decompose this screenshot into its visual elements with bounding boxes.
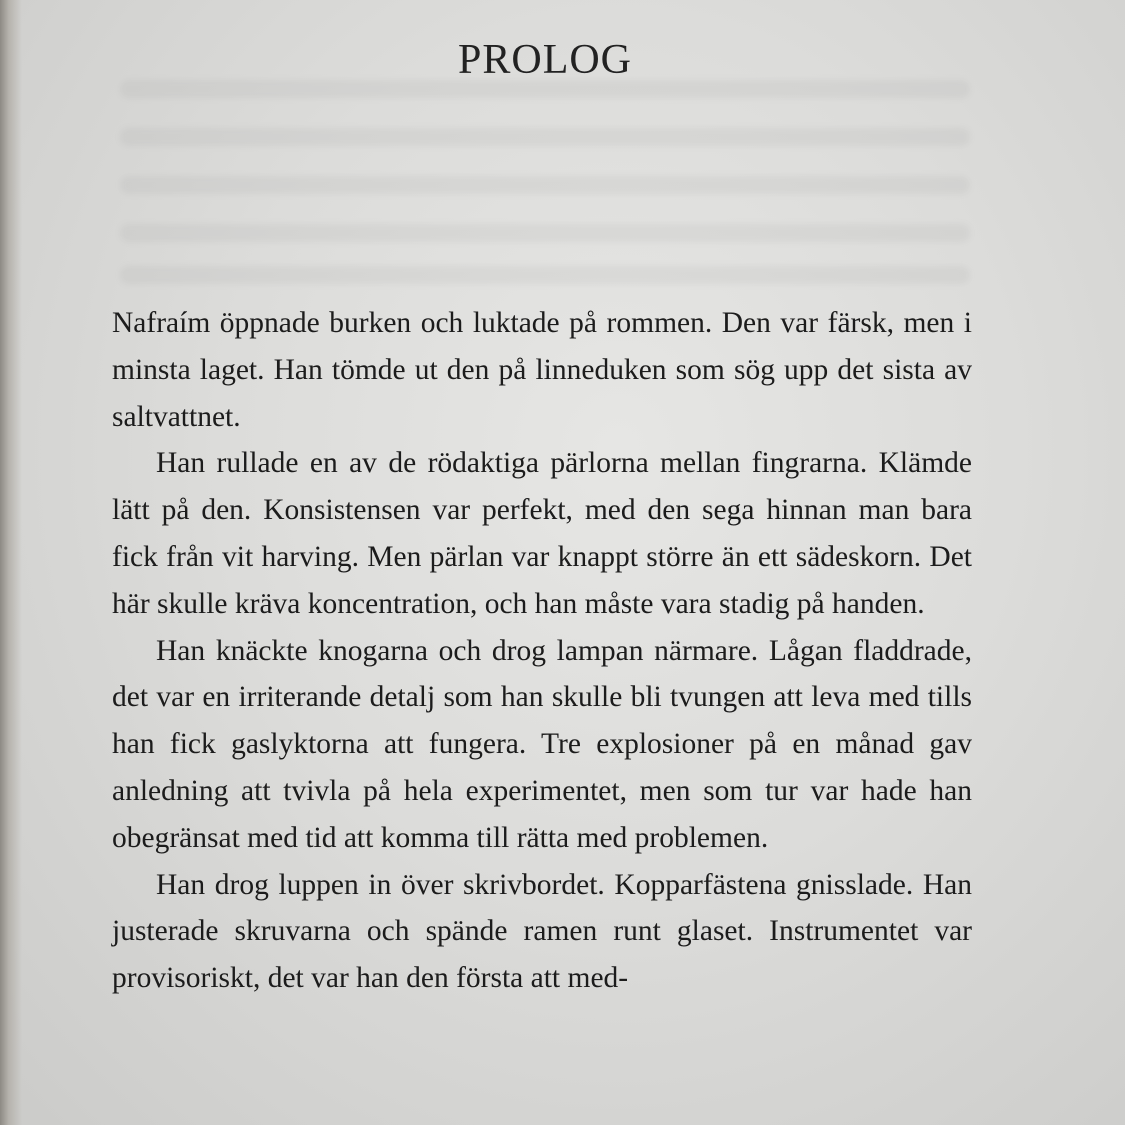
page-spine-shadow [0, 0, 22, 1125]
chapter-title: PROLOG [457, 37, 633, 83]
paragraph-2: Han rullade en av de rödaktiga pärlorna mellan fingrarna. Klämde lätt på den. Konsistensen var perfekt, med den sega hinnan man bara fick från vit harving. Men pärlan var knappt större än ett sädeskorn. Det här skulle kräva koncentration, och han måste vara stadig på handen. [112, 447, 972, 620]
paragraph-1: Nafraím öppnade burken och luktade på rommen. Den var färsk, men i minsta laget. Han tömde ut den på linneduken som sög upp det sista av saltvattnet. [112, 307, 972, 433]
show-through-line [120, 266, 970, 284]
show-through-line [120, 224, 970, 242]
paragraph-4: Han drog luppen in över skrivbordet. Kopparfästena gnisslade. Han justerade skruvarna och spände ramen runt glaset. Instrumentet var provisoriskt, det var han den första att med- [112, 868, 972, 995]
paragraph-3: Han knäckte knogarna och drog lampan närmare. Lågan fladdrade, det var en irriterande detalj som han skulle bli tvungen att leva med tills han fick gaslyktorna att fungera. Tre explosioner på en månad gav anledning att tvivla på hela experimentet, men som tur var hade han obegränsat med tid att komma till rätta med problemen. [112, 634, 972, 854]
body-text [112, 300, 972, 1002]
show-through-line [120, 128, 970, 146]
show-through-line [120, 176, 970, 194]
